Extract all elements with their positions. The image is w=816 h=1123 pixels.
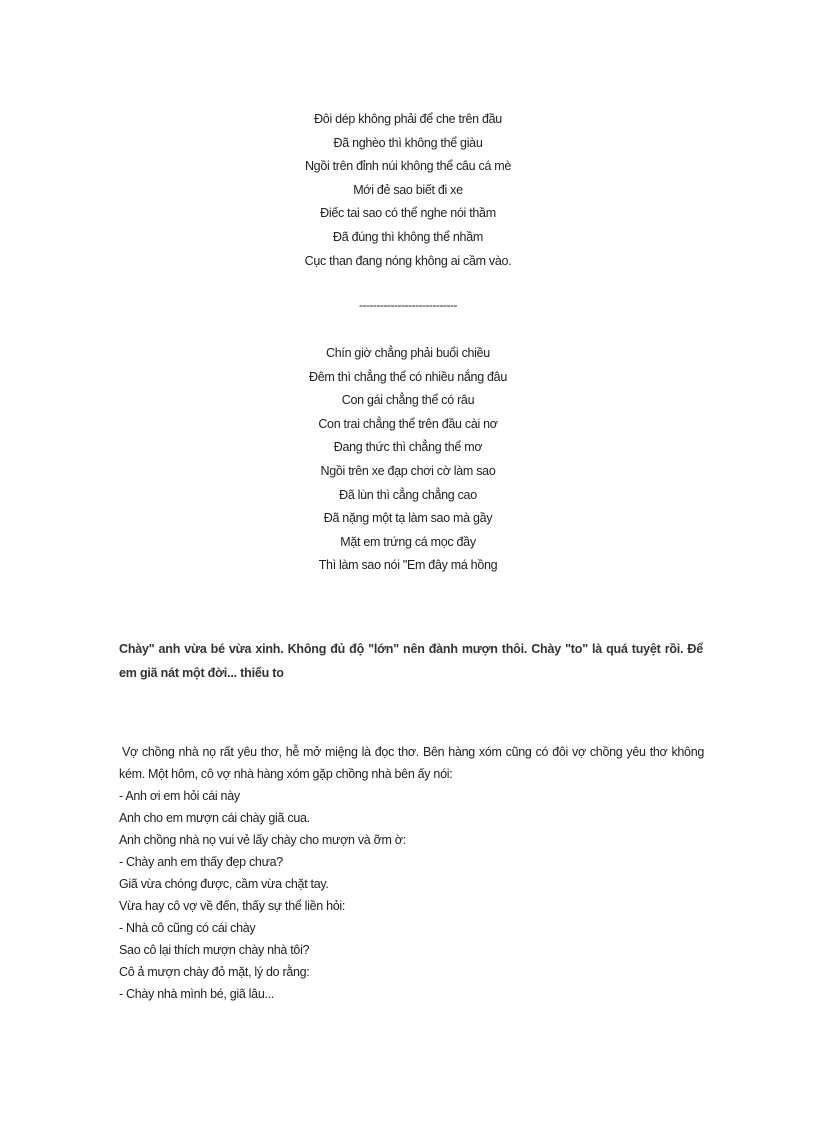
- poem-line: Đã nghèo thì không thể giàu: [333, 135, 483, 150]
- story-line: - Chày nhà mình bé, giã lâu...: [119, 987, 274, 1001]
- poem-line: Đôi dép không phải để che trên đầu: [314, 112, 502, 126]
- poem-stanza-2: [0, 342, 816, 578]
- poem-line: Chín giờ chẳng phải buổi chiều: [326, 346, 490, 360]
- poem-line: Đang thức thì chẳng thể mơ: [333, 440, 483, 455]
- poem-line: Mới đẻ sao biết đi xe: [353, 182, 463, 197]
- poem-line: Đêm thì chẳng thể có nhiều nắng đâu: [309, 369, 507, 384]
- poem-line: Mặt em trứng cá mọc đầy: [340, 534, 476, 549]
- poem-line: Điếc tai sao có thể nghe nói thầm: [320, 206, 496, 221]
- poem-stanza-1: [0, 108, 816, 273]
- poem-line: Ngồi trên đỉnh núi không thể câu cá mè: [304, 159, 512, 174]
- poem-line: Cục than đang nóng không ai cầm vào.: [304, 253, 512, 268]
- poem-line: Đã lùn thì cẳng chẳng cao: [339, 487, 477, 502]
- story-intro-paragraph: Vợ chồng nhà nọ rất yêu thơ, hễ mở miệng là đọc thơ. Bên hàng xóm cũng có đôi vợ chồng yêu thơ không kém. Một hôm, cô vợ nhà hàng xóm gặp chồng nhà bên ấy nói:: [119, 745, 704, 781]
- poem-line: Đã nặng một tạ làm sao mà gầy: [323, 511, 493, 526]
- story-line: - Anh ơi em hỏi cái này: [119, 789, 240, 803]
- story-line: Sao cô lại thích mượn chày nhà tôi?: [119, 943, 310, 957]
- story-line: Vừa hay cô vợ về đến, thấy sự thể liền hỏi:: [119, 899, 346, 913]
- poem-line: Con trai chẳng thể trên đầu cài nơ: [318, 416, 498, 431]
- story-line: Cô ả mượn chày đỏ mặt, lý do rằng:: [119, 965, 310, 979]
- bold-blurb-paragraph: Chày" anh vừa bé vừa xinh. Không đủ độ "lớn" nên đành mượn thôi. Chày "to" là quá tuyệt rồi. Để em giã nát một đời... thiếu to: [119, 642, 703, 680]
- story-line: - Nhà cô cũng có cái chày: [119, 921, 256, 935]
- poem-line: Đã đúng thì không thể nhầm: [333, 229, 483, 244]
- section-separator: ----------------------------: [359, 298, 457, 312]
- poem-line: Ngồi trên xe đạp chơi cờ làm sao: [320, 463, 496, 478]
- poem-line: Thì làm sao nói "Em đây má hồng: [318, 558, 498, 573]
- story-line: - Chày anh em thấy đẹp chưa?: [119, 855, 283, 869]
- story-line: Giã vừa chóng được, cầm vừa chặt tay.: [119, 877, 329, 891]
- story-line: Anh cho em mượn cái chày giã cua.: [119, 811, 310, 825]
- story-line: Anh chồng nhà nọ vui vẻ lấy chày cho mượn và ỡm ờ:: [119, 833, 406, 847]
- story-section: [119, 741, 704, 1005]
- poem-line: Con gái chẳng thể có râu: [341, 393, 475, 408]
